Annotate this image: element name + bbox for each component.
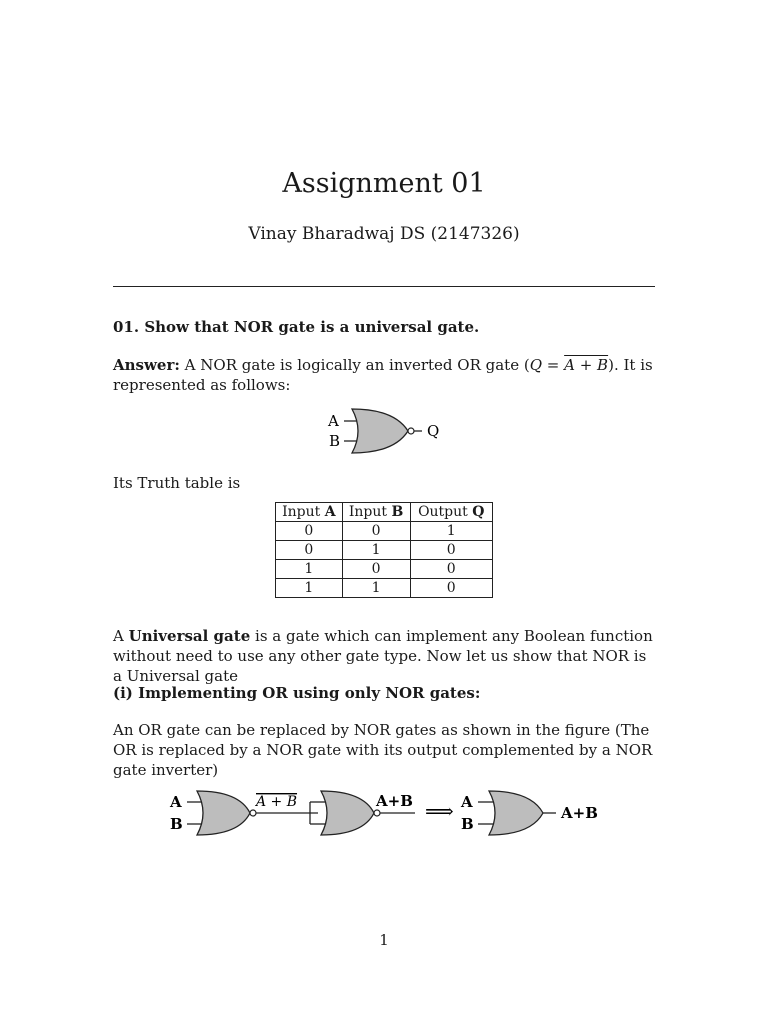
table-cell: 1 <box>342 541 410 560</box>
answer-text-2: ). It is represented as follows: <box>113 356 653 394</box>
nor-input-b-label: B <box>329 432 341 450</box>
section-i-heading: (i) Implementing OR using only NOR gates: <box>113 684 481 702</box>
answer-paragraph <box>113 355 658 395</box>
or-input-a-label: A <box>170 793 182 811</box>
document-title: Assignment 01 <box>282 168 486 199</box>
or-gate-body <box>489 791 543 835</box>
author-line: Vinay Bharadwaj DS (2147326) <box>248 224 520 244</box>
page-number: 1 <box>379 931 389 949</box>
nor-gate-1-body <box>197 791 250 835</box>
table-cell: 1 <box>410 522 492 541</box>
implies-symbol: ⟹ <box>425 799 454 823</box>
table-cell: 0 <box>410 579 492 598</box>
header-output-q: Output Q <box>410 503 492 522</box>
universal-post: is a gate which can implement any Boolean function without need to use any other gate type. Now let us show that NOR is a Universal gate <box>113 627 653 685</box>
or-gate-input-a-label: A <box>461 793 473 811</box>
truth-table-intro: Its Truth table is <box>113 474 241 492</box>
nor-gate-1-bubble <box>250 810 256 816</box>
universal-term: Universal gate <box>128 627 251 645</box>
table-cell: 0 <box>410 560 492 579</box>
table-cell: 0 <box>276 541 343 560</box>
header-input-a: Input A <box>276 503 343 522</box>
nor-gate-diagram <box>320 400 450 460</box>
nor-gate-2-body <box>321 791 374 835</box>
or-from-nor-diagram <box>160 782 610 842</box>
truth-table <box>275 502 493 598</box>
question-heading: 01. Show that NOR gate is a universal gate. <box>113 318 480 336</box>
or-gate-input-b-label: B <box>461 815 474 833</box>
nor-gate-body <box>352 409 408 453</box>
table-cell: 1 <box>276 579 343 598</box>
table-cell: 0 <box>342 560 410 579</box>
table-row <box>276 560 493 579</box>
table-row <box>276 579 493 598</box>
table-cell: 1 <box>342 579 410 598</box>
header-input-b: Input B <box>342 503 410 522</box>
equation-rhs: A + B <box>564 356 609 374</box>
equation-lhs: Q = <box>529 356 560 374</box>
truth-table-header-row <box>276 503 493 522</box>
or-input-b-label: B <box>170 815 183 833</box>
universal-pre: A <box>113 627 124 645</box>
universal-gate-paragraph <box>113 626 658 686</box>
nor-output-label: Q <box>427 422 440 440</box>
table-cell: 0 <box>410 541 492 560</box>
section-i-paragraph: An OR gate can be replaced by NOR gates as shown in the figure (The OR is replaced by a NOR gate with its output complemented by a NOR gate inverter) <box>113 721 653 779</box>
title-divider <box>113 286 655 287</box>
answer-lead: Answer: <box>113 356 180 374</box>
nor-gate-2-bubble <box>374 810 380 816</box>
intermediate-label: A + B <box>256 794 298 810</box>
table-row <box>276 541 493 560</box>
table-row <box>276 522 493 541</box>
table-cell: 1 <box>276 560 343 579</box>
nor-input-a-label: A <box>328 412 339 430</box>
table-cell: 0 <box>342 522 410 541</box>
table-cell: 0 <box>276 522 343 541</box>
or-output-label-right: A+B <box>561 804 598 822</box>
answer-text-1: A NOR gate is logically an inverted OR gate ( <box>184 356 530 374</box>
nor-inversion-bubble <box>408 428 414 434</box>
or-output-label-left: A+B <box>376 792 413 810</box>
